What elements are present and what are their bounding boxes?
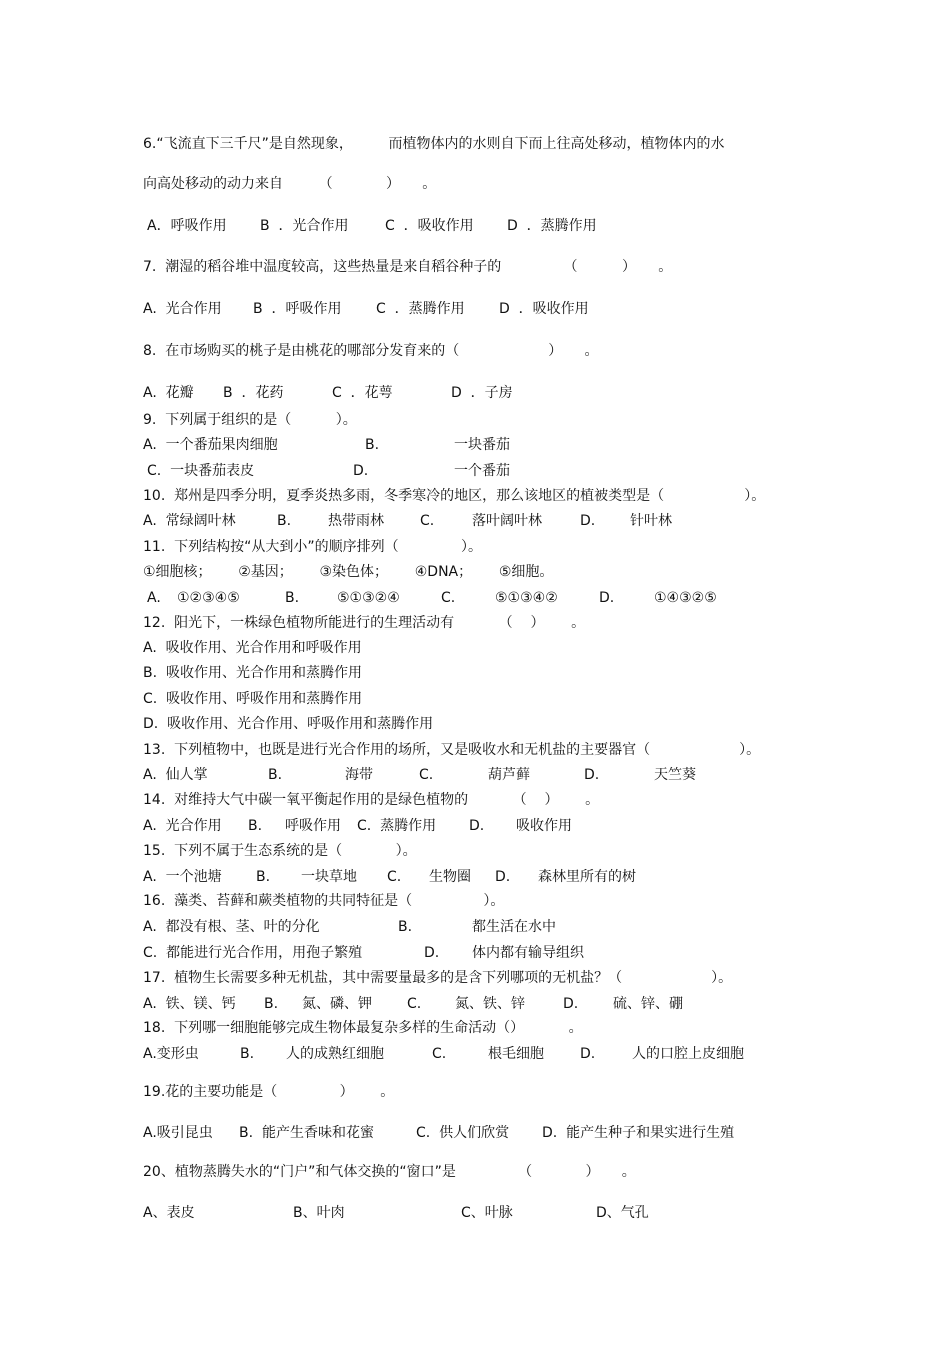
option-a: A. 铁、镁、钙 — [143, 996, 236, 1012]
option-d: D ．蒸腾作用 — [507, 218, 597, 234]
option-c: C. 供人们欣赏 — [416, 1125, 510, 1141]
option-b: B ．呼吸作用 — [253, 301, 342, 317]
option-d-text: 森林里所有的树 — [538, 869, 636, 885]
option-a: A．呼吸作用 — [147, 218, 227, 234]
option-b-letter: B. — [277, 513, 292, 529]
option-b: B、叶肉 — [293, 1205, 345, 1221]
option-d-letter: D. — [599, 590, 615, 606]
option-d-letter: D. — [424, 945, 440, 961]
option-c-letter: C. — [432, 1046, 447, 1062]
option-d-letter: D. — [563, 996, 579, 1012]
option-c: C. 都能进行光合作用，用孢子繁殖 — [143, 945, 363, 961]
question-11-items: ①细胞核； ②基因； ③染色体； ④DNA； ⑤细胞。 — [143, 564, 554, 580]
option-d-letter: D. — [580, 513, 596, 529]
option-b: B ．花药 — [223, 385, 284, 401]
option-b-text: 海带 — [345, 767, 373, 783]
question-9-stem: 9. 下列属于组织的是（ ）。 — [143, 412, 357, 428]
option-c: C ．花萼 — [332, 385, 393, 401]
option-b-letter: B. — [268, 767, 283, 783]
option-b-letter: B. — [256, 869, 271, 885]
question-14-stem: 14. 对维持大气中碳一氧平衡起作用的是绿色植物的 （ ） 。 — [143, 792, 600, 808]
question-6-stem-continued: 向高处移动的动力来自 （ ） 。 — [143, 176, 437, 192]
option-a: A. 光合作用 — [143, 818, 222, 834]
option-b-letter: B. — [240, 1046, 255, 1062]
question-20-stem: 20、植物蒸腾失水的“门户”和气体交换的“窗口”是 （ ） 。 — [143, 1164, 636, 1180]
option-a: A. 花瓣 — [143, 385, 194, 401]
option-d-text: ①④③②⑤ — [654, 590, 717, 606]
option-c-text: 根毛细胞 — [488, 1046, 544, 1062]
question-12-option-c: C. 吸收作用、呼吸作用和蒸腾作用 — [143, 691, 363, 707]
option-b-text: 呼吸作用 — [285, 818, 341, 834]
option-a-letter: A. — [147, 590, 161, 606]
question-20-options — [143, 1204, 649, 1294]
question-18-stem: 18. 下列哪一细胞能够完成生物体最复杂多样的生命活动（） 。 — [143, 1020, 583, 1036]
option-c-text: 生物圈 — [429, 869, 471, 885]
question-11-stem: 11. 下列结构按“从大到小”的顺序排列（ ）。 — [143, 539, 482, 555]
option-b-text: ⑤①③②④ — [337, 590, 400, 606]
option-c: C、叶脉 — [461, 1205, 513, 1221]
option-a: A.变形虫 — [143, 1046, 199, 1062]
option-d-text: 天竺葵 — [654, 767, 696, 783]
option-b-letter: B. — [398, 919, 413, 935]
option-d-text: 人的口腔上皮细胞 — [632, 1046, 744, 1062]
option-d: D ．子房 — [451, 385, 513, 401]
question-17-stem: 17. 植物生长需要多种无机盐，其中需要量最多的是含下列哪项的无机盐？（ ）。 — [143, 970, 733, 986]
option-a: A. 都没有根、茎、叶的分化 — [143, 919, 320, 935]
option-a: A. 一个番茄果肉细胞 — [143, 437, 278, 453]
question-13-stem: 13. 下列植物中，也既是进行光合作用的场所，又是吸收水和无机盐的主要器官（ ）。 — [143, 742, 761, 758]
option-b-text: 热带雨林 — [328, 513, 384, 529]
question-7-stem: 7. 潮湿的稻谷堆中温度较高，这些热量是来自稻谷种子的 （ ） 。 — [143, 259, 673, 275]
option-b-letter: B. — [285, 590, 300, 606]
question-8-stem: 8. 在市场购买的桃子是由桃花的哪部分发育来的（ ） 。 — [143, 343, 599, 359]
question-6-stem: 6.“飞流直下三千尺”是自然现象， 而植物体内的水则自下而上往高处移动，植物体内的水 — [143, 136, 725, 152]
option-b: B. 能产生香味和花蜜 — [239, 1125, 374, 1141]
option-a: A.吸引昆虫 — [143, 1125, 213, 1141]
option-a: A、表皮 — [143, 1205, 195, 1221]
option-c-text: 落叶阔叶林 — [472, 513, 542, 529]
option-a: A. 光合作用 — [143, 301, 222, 317]
option-d-letter: D. — [580, 1046, 596, 1062]
option-a: A. 常绿阔叶林 — [143, 513, 236, 529]
question-10-stem: 10. 郑州是四季分明，夏季炎热多雨，冬季寒冷的地区，那么该地区的植被类型是（ ）。 — [143, 488, 766, 504]
option-c-letter: C. — [420, 513, 435, 529]
option-d-letter: D. — [495, 869, 511, 885]
option-c: C ．蒸腾作用 — [376, 301, 465, 317]
option-d-text: 体内都有输导组织 — [472, 945, 584, 961]
option-b-text: 一块番茄 — [454, 437, 510, 453]
question-12-option-b: B. 吸收作用、光合作用和蒸腾作用 — [143, 665, 362, 681]
option-d-letter: D. — [469, 818, 485, 834]
option-d-text: 硫、锌、硼 — [613, 996, 683, 1012]
option-d: D、气孔 — [596, 1205, 649, 1221]
option-d-text: 针叶林 — [630, 513, 672, 529]
option-b-text: 一块草地 — [301, 869, 357, 885]
option-d-text: 一个番茄 — [454, 463, 510, 479]
option-c-text: 氮、铁、锌 — [455, 996, 525, 1012]
option-b-text: 都生活在水中 — [472, 919, 556, 935]
option-d: D. 能产生种子和果实进行生殖 — [542, 1125, 735, 1141]
option-c-letter: C. — [419, 767, 434, 783]
question-12-stem: 12. 阳光下，一株绿色植物所能进行的生理活动有 （ ） 。 — [143, 615, 586, 631]
option-b-letter: B. — [365, 437, 380, 453]
option-c-letter: C. — [441, 590, 456, 606]
option-c: C. 一块番茄表皮 — [147, 463, 255, 479]
option-b-letter: B. — [248, 818, 263, 834]
question-19-stem: 19.花的主要功能是（ ） 。 — [143, 1084, 395, 1100]
option-b-text: 人的成熟红细胞 — [286, 1046, 384, 1062]
option-d-letter: D. — [584, 767, 600, 783]
option-c-letter: C. — [387, 869, 402, 885]
option-c-text: ⑤①③④② — [495, 590, 558, 606]
option-d-letter: D. — [353, 463, 369, 479]
option-b-letter: B. — [264, 996, 279, 1012]
question-12-option-d: D. 吸收作用、光合作用、呼吸作用和蒸腾作用 — [143, 716, 434, 732]
question-16-stem: 16. 藻类、苔藓和蕨类植物的共同特征是（ ）。 — [143, 893, 505, 909]
option-c: C. 蒸腾作用 — [357, 818, 437, 834]
option-d-text: 吸收作用 — [516, 818, 572, 834]
option-a: A. 仙人掌 — [143, 767, 208, 783]
option-b-text: 氮、磷、钾 — [302, 996, 372, 1012]
option-c-text: 葫芦藓 — [488, 767, 530, 783]
option-a-text: ①②③④⑤ — [177, 590, 240, 606]
question-12-option-a: A. 吸收作用、光合作用和呼吸作用 — [143, 640, 362, 656]
option-d: D ．吸收作用 — [499, 301, 589, 317]
option-c-letter: C. — [407, 996, 422, 1012]
question-15-stem: 15. 下列不属于生态系统的是（ ）。 — [143, 843, 417, 859]
option-c: C ．吸收作用 — [385, 218, 474, 234]
option-a: A. 一个池塘 — [143, 869, 222, 885]
option-b: B ．光合作用 — [260, 218, 349, 234]
